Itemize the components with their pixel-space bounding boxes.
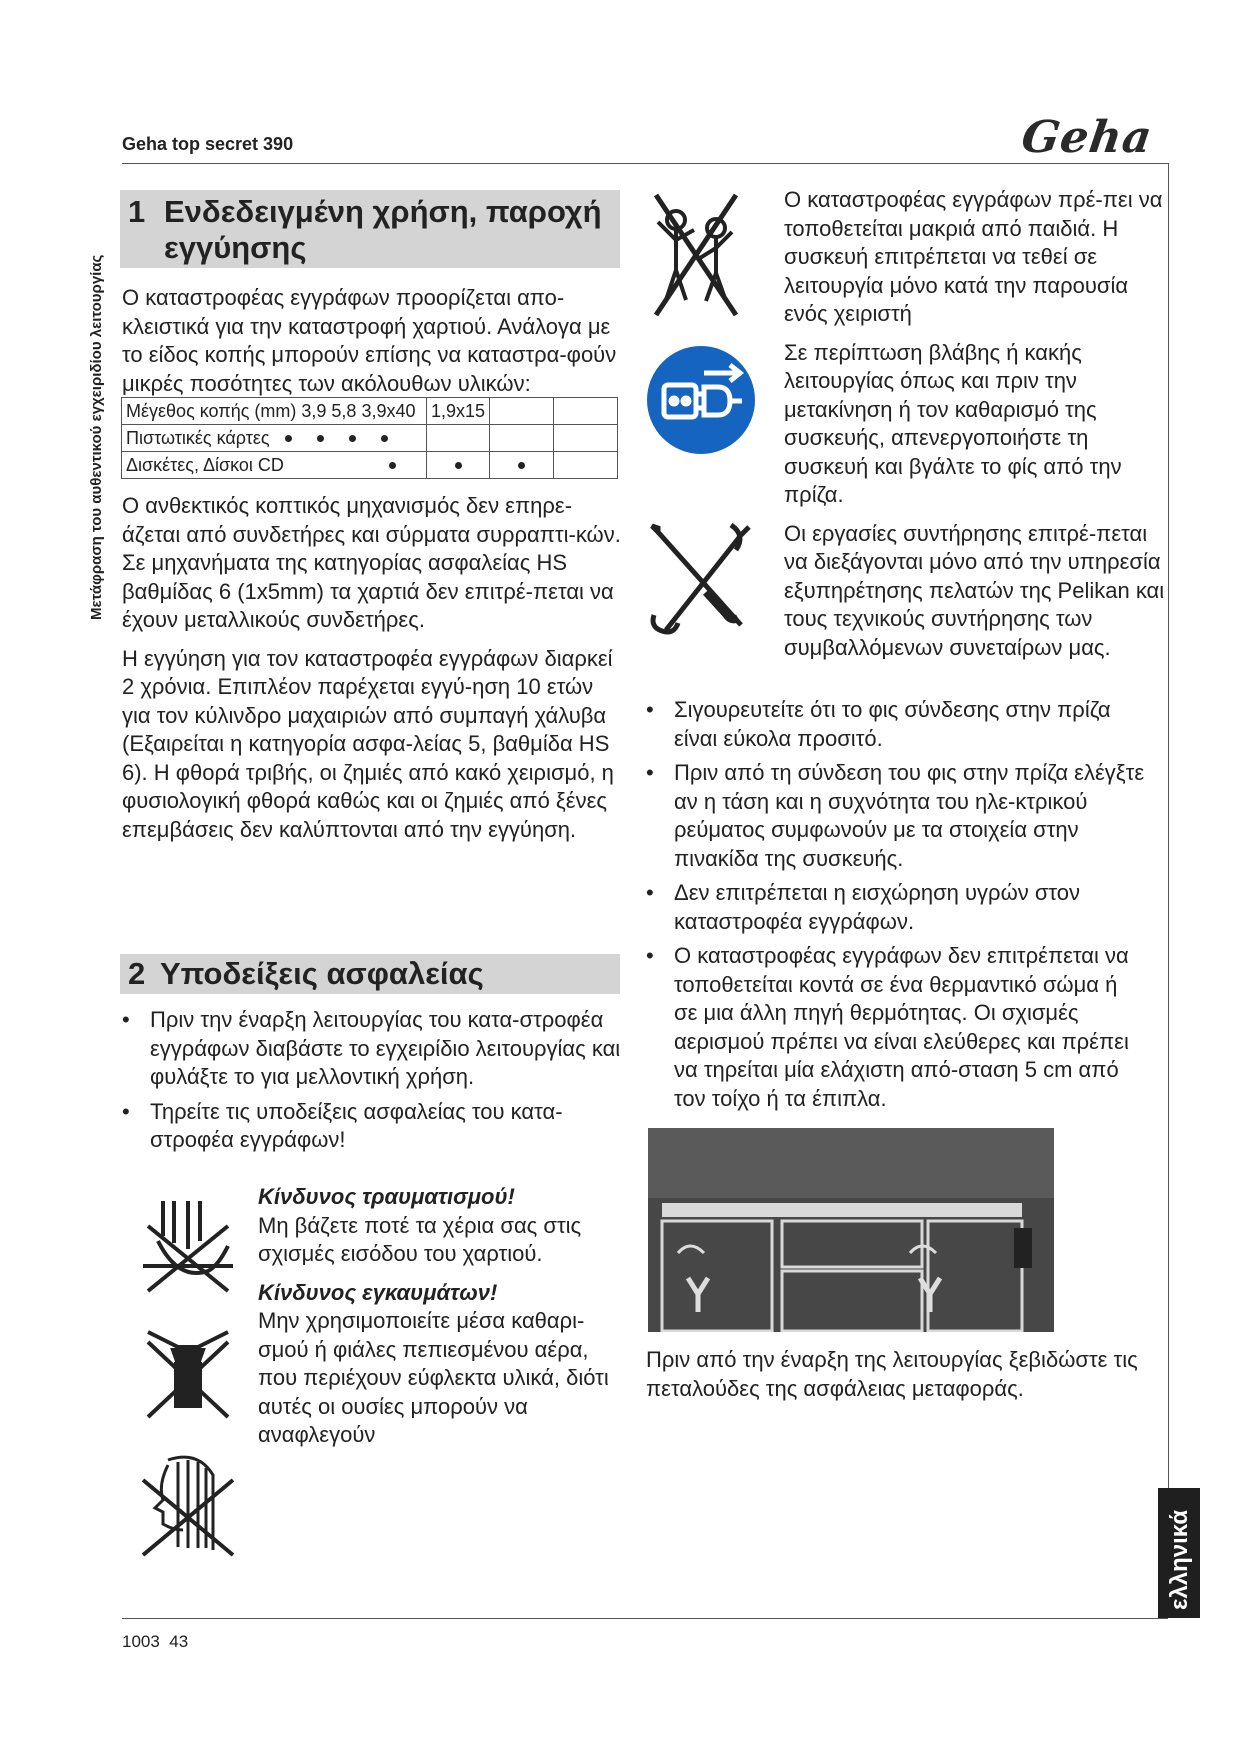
mark-dot [285, 435, 292, 442]
section-1-heading [120, 190, 620, 268]
warning-injury-title: Κίνδυνος τραυματισμού! [258, 1184, 515, 1209]
col-5-8: 5,8 [331, 400, 357, 421]
warning-burn-text: Μην χρησιμοποιείτε μέσα καθαρι-σμού ή φιάλες πεπιεσμένου αέρα, που περιέχουν εύφλεκτα υλικά, διότι αυτές οι ουσίες μπορούν να αναφλεγούν [258, 1308, 609, 1447]
section-1-title-line2: εγγύησης [164, 230, 307, 265]
section-1-title-line1: Ενδεδειγμένη χρήση, παροχή [164, 194, 602, 229]
section-2-number: 2 [128, 956, 146, 991]
children-note: Ο καταστροφέας εγγράφων πρέ-πει να τοποθετείται μακριά από παιδιά. Η συσκευή επιτρέπεται να τεθεί σε λειτουργία μόνο κατά την παρουσία ενός χειριστή [784, 187, 1163, 326]
unplug-icon [646, 345, 756, 455]
mark-dot [317, 435, 324, 442]
disks-label: Δισκέτες, Δίσκοι CD [126, 454, 284, 475]
section-1-number: 1 [128, 194, 146, 229]
keep-away-from-children-icon [646, 190, 746, 320]
right-notes [784, 186, 1169, 672]
list-item: • Ο καταστροφέας εγγράφων δεν επιτρέπεται να τοποθετείται κοντά σε ένα θερμαντικό σώμα ή σε μια άλλη πηγή θερμότητας. Οι σχισμές αερισμού πρέπει να είναι ελεύθερες και πρέπει να τηρείται μία ελάχιστη από-σταση 5 cm από τον τοίχο ή τα έπιπλα. [646, 942, 1146, 1113]
table-cell [490, 425, 554, 452]
page-number: 43 [169, 1632, 189, 1651]
table-cell [490, 398, 554, 425]
section-1-para3: Η εγγύηση για τον καταστροφέα εγγράφων διαρκεί 2 χρόνια. Επιπλέον παρέχεται εγγύ-ηση 10 ετών για τον κύλινδρο μαχαιριών από συμπαγή χάλυβα (Εξαιρείται η κατηγορία ασφα-λείας 5, βαθμίδα HS 6). Η φθορά τριβής, οι ζημιές από κακό χειρισμό, η φυσιολογική φθορά καθώς και οι ζημιές από ξένες επεμβάσεις δεν καλύπτονται από την εγγύηση. [122, 645, 614, 842]
no-hands-icon [138, 1196, 238, 1296]
doc-code: 1003 [122, 1632, 160, 1651]
section-2-bullets [122, 1006, 622, 1161]
footer [122, 1632, 188, 1652]
footer-divider [122, 1618, 1168, 1619]
table-row [122, 452, 618, 479]
brand-logo: Geha [1018, 112, 1156, 163]
section-2-title: Υποδείξεις ασφαλείας [160, 956, 484, 991]
table-cell [490, 452, 554, 479]
mark-dot [455, 462, 462, 469]
side-caption-text: Μετάφραση του αυθεντικού εγχειριδίου λειτουργίας [88, 254, 105, 620]
section-1-para2: Ο ανθεκτικός κοπτικός μηχανισμός δεν επηρε-άζεται από συνδετήρες και σύρματα συρραπτι-κών. Σε μηχανήματα της κατηγορίας ασφαλείας HS βαθμίδας 6 (1x5mm) τα χαρτιά δεν επιτρέ-πεται να έχουν μεταλλικούς συνδετήρες. [122, 493, 621, 632]
table-cell [554, 398, 618, 425]
mark-dot [518, 462, 525, 469]
document-title: Geha top secret 390 [122, 134, 294, 154]
table-cell [554, 425, 618, 452]
warnings-block [258, 1183, 628, 1460]
language-tab [1158, 1488, 1200, 1618]
section-1-intro: Ο καταστροφέας εγγράφων προορίζεται απο-κλειστικά για την καταστροφή χαρτιού. Ανάλογα με το είδος κοπής μπορούν επίσης να καταστρα-φούν μικρές ποσότητες των ακόλουθων υλικών: [122, 285, 617, 396]
table-cell [427, 425, 490, 452]
section-1-body [122, 492, 622, 854]
language-tab-label: ελληνικά [1166, 1509, 1193, 1610]
mark-dot [389, 462, 396, 469]
photo-caption: Πριν από την έναρξη της λειτουργίας ξεβιδώστε τις πεταλούδες της ασφάλειας μεταφοράς. [646, 1347, 1138, 1401]
cut-size-label: Μέγεθος κοπής (mm) [126, 400, 297, 421]
service-note: Οι εργασίες συντήρησης επιτρέ-πεται να διεξάγονται μόνο από την υπηρεσία εξυπηρέτησης πελατών της Pelikan και τους τεχνικούς συντήρησης των συμβαλλόμενων συνεταίρων μας. [784, 520, 1165, 660]
warning-burn-title: Κίνδυνος εγκαυμάτων! [258, 1279, 498, 1305]
col-3-9: 3,9 [301, 400, 327, 421]
table-header-cell [122, 398, 427, 425]
unplug-note: Σε περίπτωση βλάβης ή κακής λειτουργίας όπως και πριν την μετακίνηση ή τον καθαρισμό της συσκευής, απενεργοποιήστε τη συσκευή και βγάλτε το φίς από την πρίζα. [784, 339, 1122, 507]
list-item: • Σιγουρευτείτε ότι το φις σύνδεσης στην πρίζα είναι εύκολα προσιτό. [646, 696, 1146, 753]
side-caption [88, 190, 114, 620]
list-item: • Δεν επιτρέπεται η εισχώρηση υγρών στον καταστροφέα εγγράφων. [646, 879, 1146, 936]
col-3-9x40: 3,9x40 [361, 400, 416, 421]
cut-size-table [121, 397, 618, 479]
section-2-heading [120, 954, 620, 994]
table-cell [554, 452, 618, 479]
warning-injury-text: Μη βάζετε ποτέ τα χέρια σας στις σχισμές εισόδου του χαρτιού. [258, 1212, 582, 1266]
list-item: • Πριν την έναρξη λειτουργίας του κατα-στροφέα εγγράφων διαβάστε το εγχειρίδιο λειτουργίας και φυλάξτε το για μελλοντική χρήση. [122, 1006, 622, 1092]
tools-icon [646, 520, 756, 640]
mark-dot [349, 435, 356, 442]
list-item: • Πριν από τη σύνδεση του φις στην πρίζα ελέγξτε αν η τάση και η συχνότητα του ηλε-κτρικού ρεύματος συμφωνούν με τα στοιχεία στην πινακίδα της συσκευής. [646, 759, 1146, 873]
table-row [122, 425, 618, 452]
table-cell [427, 452, 490, 479]
right-bullets [646, 696, 1146, 1119]
section-1-intro-block [122, 284, 622, 408]
table-row-label-cards [122, 425, 427, 452]
list-item: • Τηρείτε τις υποδείξεις ασφαλείας του κατα-στροφέα εγγράφων! [122, 1098, 622, 1155]
no-hair-icon [138, 1450, 238, 1560]
table-row [122, 398, 618, 425]
col-1-9x15: 1,9x15 [427, 398, 490, 425]
no-spray-icon [138, 1322, 238, 1422]
credit-cards-label: Πιστωτικές κάρτες [126, 427, 270, 448]
photo-caption-block [646, 1346, 1146, 1413]
table-row-label-disks [122, 452, 427, 479]
header-divider [122, 163, 1168, 164]
transport-lock-photo [648, 1128, 1054, 1332]
mark-dot [381, 435, 388, 442]
